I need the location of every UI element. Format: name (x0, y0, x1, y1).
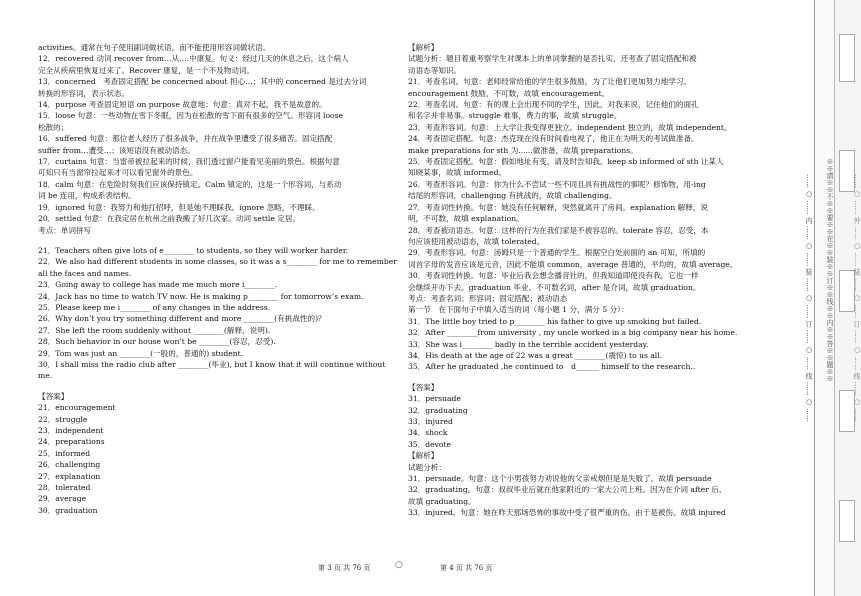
answer-line: 32．graduating (408, 405, 468, 415)
text-line: activities。通常在句子使用副词做状语，而不能使用形容词做状语。 (38, 43, 271, 52)
text-line: 25．考查固定搭配。句意：假如地址有变，请及时告知我。keep sb informed of sth 让某人 (408, 157, 724, 167)
answer-line: 34．shock (408, 428, 448, 438)
text-line: 33．injured。句意：她在昨天那场恐怖的事故中受了很严重的伤。由于是被伤。故填 injured (408, 508, 726, 518)
text-line: 知晓某事，故填 informed。 (408, 168, 507, 178)
answer-line: 26．challenging (38, 460, 101, 470)
answer-line: 29．average (38, 494, 87, 504)
text-line: 31．persuade。句意：这个小男孩努力劝说他的父亲戒烟但是是失败了。故填 persuade (408, 474, 712, 484)
text-line: 32．graduating。句意：叔叔毕业后就在他家附近的一家大公司上班。因为在介词 after 后， (408, 485, 727, 495)
page-number-left: 第 3 页 共 76 页 (318, 564, 371, 572)
question-line: 31．The little boy tried to p________ his father to give up smoking but failed. (408, 316, 702, 326)
answer-line: 35．devote (408, 439, 452, 449)
question-line: 25．Please keep me i________ of any changes in the address. (38, 302, 271, 312)
section-label: 考点：考查名词；形容词；固定搭配；被动语态 (408, 293, 568, 303)
answer-line: 28．tolerated (38, 483, 91, 493)
text-line: 28．考查被动语态。句意：这样的行为在我们家是不被容忍的。tolerate 容忍，忍受，本 (408, 225, 709, 235)
section-title: 第一节 在下面句子中填入适当的词（每小题 1 分，满分 5 分）： (408, 305, 629, 315)
question-line: 30．I shall miss the radio club after ________(毕业), but I know that it will continue without (38, 359, 386, 369)
page-number-right: 第 4 页 共 76 页 (440, 564, 493, 572)
text-line: 词 be 连用，构成系表结构。 (38, 191, 136, 201)
answer-line: 30．graduation (38, 505, 98, 515)
text-line: 明，不可数，故填 explanation。 (408, 214, 524, 224)
question-line: 23．Going away to college has made me much more i________. (38, 280, 278, 290)
analysis-heading: 【解析】 (408, 43, 439, 52)
text-line: 转换的形容词，表示状态。 (38, 88, 130, 98)
text-line: 词首字母的发音应该是元音，因此不能填 common，average 普通的，平均的，故填 average。 (408, 259, 738, 269)
binding-outer-strip (834, 0, 861, 596)
text-line: 30．考查词性转换。句意：毕业后我会想念播音社的，但我知道即使没有我，它也一样 (408, 271, 699, 281)
answer-line: 21．encouragement (38, 403, 116, 413)
question-line: 28．Such behavior in our house won’t be ________(容忍，忍受). (38, 337, 276, 347)
text-line: make preparations for sth 为......做准备，故填 preparations。 (408, 145, 638, 155)
text-line: 24．考查固定搭配。句意：杰克现在没有时间看电视了，他正在为明天的考试做准备。 (408, 134, 699, 144)
text-line: 27．考查词性转换。句意：她没有任何解释，突然就离开了房间。explanation 解释，说 (408, 202, 709, 212)
left-page-column (38, 42, 398, 516)
spacer (38, 382, 398, 391)
spacer (408, 373, 770, 382)
question-line: 21．Teachers often give lots of e________ to students, so they will worker harder. (38, 245, 349, 255)
answer-line: 25．informed (38, 448, 91, 458)
text-line: 22．考查名词。句意：有的课上会出现不同的学生，因此，对我来说，记住他们的面孔 (408, 100, 699, 110)
text-line: 故填 graduating。 (408, 496, 476, 506)
binding-warning-strip (814, 0, 835, 596)
text-line: 15．loose 句意：一些动物在雪下冬眠，因为在松散的雪下面有很多的空气。形容词 loose (38, 111, 344, 121)
text-line: 松散的； (38, 122, 69, 132)
text-line: encouragement 鼓励，不可数，故填 encouragement。 (408, 88, 610, 98)
binding-inner-strip (784, 0, 814, 596)
answer-line: 27．explanation (38, 471, 101, 481)
binding-inner-line-text: …… ○ …… 内 …… ○ …… 装 …… ○ …… 订 …… ○ …… 线 …… ○ …… (805, 173, 813, 423)
question-line: 32．After ________from university , my uncle worked in a big company near his home. (408, 328, 738, 338)
text-line: 结尾的形容词，challenging 有挑战的，故填 challenging。 (408, 191, 617, 201)
text-line: 和名字并非易事。struggle 难事，费力的事，故填 struggle。 (408, 111, 622, 121)
question-line: me. (38, 371, 53, 381)
text-line: 29．考查形容词。句意：汤姆只是一个普通的学生。根据空白处前面的 an 可知，所填的 (408, 248, 706, 258)
question-line: 35．After he graduated ,he continued to d______ himself to the research.. (408, 362, 696, 372)
text-line: 12．recovered 动词 recover from…从….中康复。句义：经过几天的休息之后，这个病人 (38, 54, 349, 64)
answer-heading: 【答案】 (38, 391, 69, 401)
text-line: 试题分析：题目着重考察学生对课本上的单词掌握的是否扎实，还考查了固定搭配和被 (408, 54, 697, 64)
answer-heading: 【答案】 (408, 382, 439, 392)
text-line: 16．suffered 句意：那位老人经历了很多战争，并在战争里遭受了很多痛苦。固定搭配 (38, 134, 333, 144)
answer-line: 22．struggle (38, 414, 88, 424)
question-line: 27．She left the room suddenly without ________(解释，说明). (38, 325, 271, 335)
text-line: 完全从疾病里恢复过来了。Recover 康复，是一个不及物动词。 (38, 65, 255, 75)
text-line: 动语态等知识。 (408, 65, 462, 75)
answer-line: 31．persuade (408, 394, 461, 404)
text-line: 17．curtains 句意：当雷帝被拉起来的时候，我们透过窗户能看见美丽的景色。根据句意 (38, 157, 340, 167)
text-line: 14．purpose 考查固定短语 on purpose 故意地；句意：真对不起，我不是故意的。 (38, 100, 327, 110)
text-line: 会继续开办下去。graduation 毕业，不可数名词，after 是介词，故填 graduation。 (408, 282, 701, 292)
question-line: 34．His death at the age of 22 was a great ________(震惊) to us all. (408, 350, 663, 360)
question-line: all the faces and names. (38, 268, 132, 278)
text-line: 21．考查名词。句意：老师经常给他的学生很多鼓励，为了让他们更加努力地学习。 (408, 77, 692, 87)
binding-outer-line-text: …… ○ …… 外 …… ○ …… 装 …… ○ …… 订 …… ○ …… 线 …… ○ …… (853, 173, 861, 423)
footer-circle-icon: ○ (395, 560, 403, 570)
text-line: 23．考查形容词。句意：上大学让我变得更独立。independent 独立的，故填 independent。 (408, 122, 732, 132)
answer-line: 23．independent (38, 426, 104, 435)
spacer (38, 236, 398, 245)
question-line: 29．Tom was just an ________(一般的，普通的) student. (38, 348, 244, 358)
answer-line: 24．preparations (38, 437, 105, 447)
right-page-column (408, 42, 770, 519)
question-line: 24．Jack has no time to watch TV now. He is making p________ for tomorrow’s exam. (38, 291, 364, 301)
text-line: 可知只有当窗帘拉起来才可以看见窗外的景色。 (38, 168, 198, 178)
text-line: 试题分析： (408, 462, 446, 472)
binding-warning-text: ※※请※※不※※要※※在※※装※※订※※线※※内※※答※※题※※ (826, 158, 834, 382)
text-line: 句应该使用被动语态，故填 tolerated。 (408, 236, 545, 246)
text-line: 13．concerned 考查固定搭配 be concerned about 担心…；其中的 concerned 是过去分词 (38, 77, 367, 87)
question-line: 22．We also had different students in some classes, so it was a s________ for me to remember (38, 257, 397, 267)
section-label: 考点：单词拼写 (38, 225, 92, 235)
answer-line: 33．injured (408, 417, 453, 426)
question-line: 33．She was i________ badly in the terrible accident yesterday. (408, 339, 649, 349)
text-line: 20．settled 句意：在我定居在杭州之前我搬了好几次家。动词 settle 定居。 (38, 214, 301, 224)
question-line: 26．Why don’t you try something different and more ________(有挑战性的)？ (38, 314, 326, 324)
text-line: suffer from…遭受…；该短语没有被动语态。 (38, 145, 195, 155)
analysis-heading: 【解析】 (408, 451, 439, 461)
text-line: 26．考查形容词。句意：你为什么不尝试一些不同且具有挑战性的事呢？修饰物，用-ing (408, 179, 706, 189)
text-line: 18．calm 句意：在危险时刻我们应该保持镇定。Calm 镇定的，这是一个形容词，与系动 (38, 179, 342, 189)
text-line: 19．ignored 句意：我努力和他打招呼，但是她不理睬我。ignore 忽略，不理睬。 (38, 202, 320, 212)
